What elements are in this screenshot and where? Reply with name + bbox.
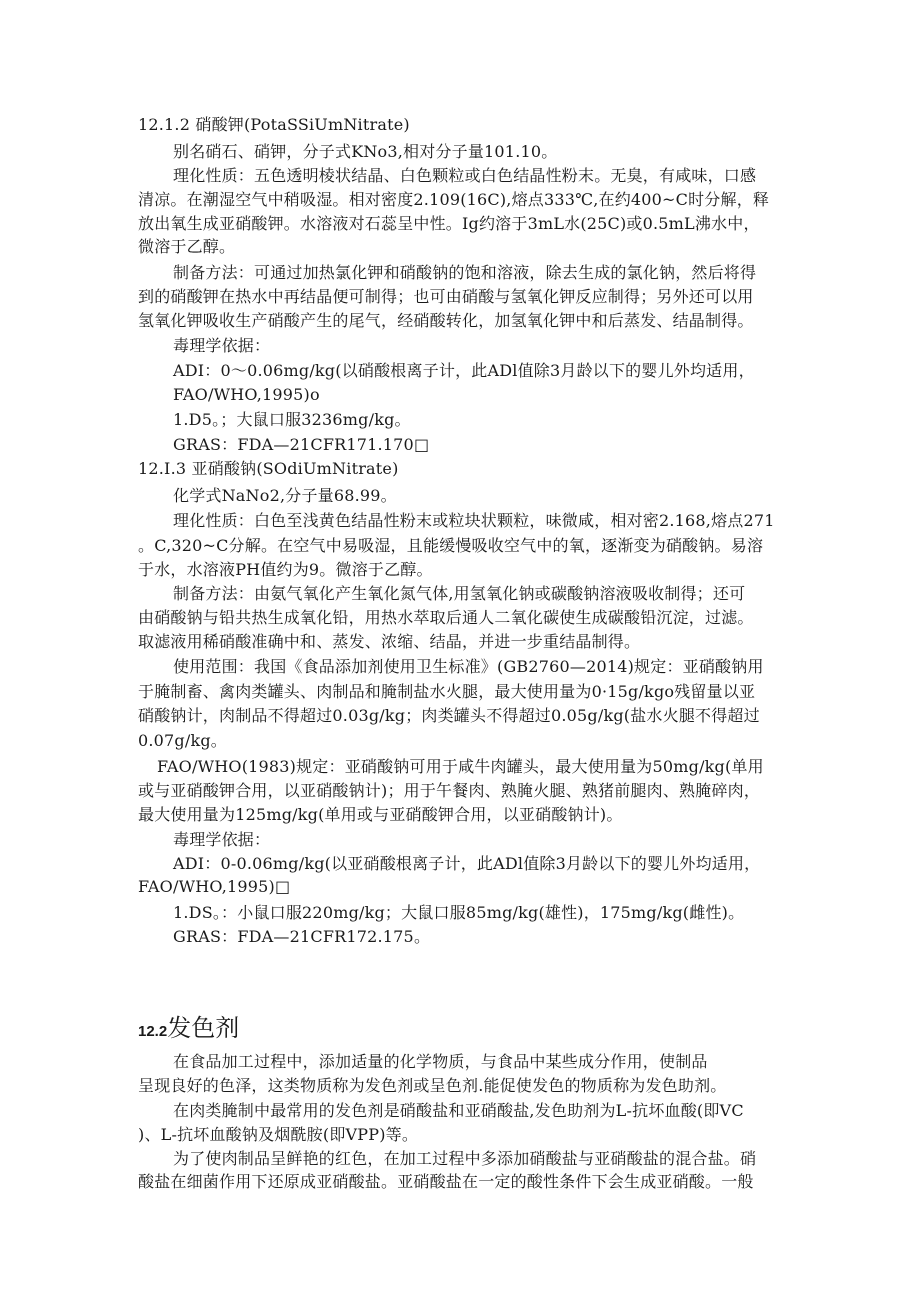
- body-line: 为了使肉制品呈鲜艳的红色，在加工过程中多添加硝酸盐与亚硝酸盐的混合盐。硝: [173, 1149, 757, 1168]
- body-line: 清凉。在潮湿空气中稍吸湿。相对密度2.109(16C),熔点333℃,在约400~C时分解，释: [138, 190, 770, 209]
- body-line: 氢氧化钾吸收生产硝酸产生的尾气，经硝酸转化，加氢氧化钾中和后蒸发、结晶制得。: [138, 311, 754, 330]
- body-line: 呈现良好的色泽，这类物质称为发色剂或呈色剂.能促使发色的物质称为发色助剂。: [138, 1076, 727, 1095]
- body-line: 酸盐在细菌作用下还原成亚硝酸盐。亚硝酸盐在一定的酸性条件下会生成亚硝酸。一般: [138, 1172, 754, 1191]
- body-line: 1.D5。；大鼠口服3236mg/kg。: [173, 410, 411, 429]
- body-line: 使用范围：我国《食品添加剂使用卫生标准》(GB2760—2014)规定：亚硝酸钠用: [173, 657, 764, 676]
- body-line: 毒理学依据：: [173, 830, 271, 849]
- body-line: 化学式NaNo2,分子量68.99。: [173, 486, 397, 505]
- body-line: 于腌制畜、禽肉类罐头、肉制品和腌制盐水火腿，最大使用量为0·15g/kgo残留量以亚: [138, 682, 756, 701]
- body-line: 制备方法：由氨气氧化产生氧化氮气体,用氢氧化钠或碳酸钠溶液吸收制得；还可: [173, 584, 746, 603]
- body-line: 取滤液用稀硝酸准确中和、蒸发、浓缩、结晶，并进一步重结晶制得。: [138, 632, 641, 651]
- body-line: 硝酸钠计，肉制品不得超过0.03g/kg；肉类罐头不得超过0.05g/kg(盐水火腿不得超过: [138, 706, 760, 725]
- body-line: 于水，水溶液PH值约为9。微溶于乙醇。: [138, 560, 433, 579]
- body-line: GRAS：FDA—21CFR171.170□: [173, 435, 430, 454]
- body-line: )、L-抗坏血酸钠及烟酰胺(即VPP)等。: [138, 1125, 419, 1144]
- body-line: 别名硝石、硝钾，分子式KNo3,相对分子量101.10。: [173, 142, 558, 161]
- body-line: 。C,320~C分解。在空气中易吸湿，且能缓慢吸收空气中的氧，逐渐变为硝酸钠。易溶: [138, 536, 764, 555]
- body-line: 毒理学依据：: [173, 336, 271, 355]
- body-line: ADI：0～0.06mg/kg(以硝酸根离子计，此ADl值除3月龄以下的婴儿外均适用，: [173, 361, 755, 380]
- body-line: ADI：0-0.06mg/kg(以亚硝酸根离子计，此ADl值除3月龄以下的婴儿外均适用，: [173, 854, 761, 873]
- body-line: 微溶于乙醇。: [138, 237, 236, 256]
- body-line: 由硝酸钠与铅共热生成氧化铅，用热水萃取后通人二氧化碳使生成碳酸铅沉淀，过滤。: [138, 608, 754, 627]
- body-line: 制备方法：可通过加热氯化钾和硝酸钠的饱和溶液，除去生成的氯化钠，然后将得: [173, 263, 757, 282]
- body-line: 或与亚硝酸钾合用，以亚硝酸钠计)；用于午餐肉、熟腌火腿、熟猪前腿肉、熟腌碎肉，: [138, 781, 761, 800]
- body-line: 在食品加工过程中，添加适量的化学物质，与食品中某些成分作用，使制品: [173, 1052, 708, 1071]
- body-line: 最大使用量为125mg/kg(单用或与亚硝酸钾合用，以亚硝酸钠计)。: [138, 805, 623, 824]
- subsection-heading-potassium-nitrate: 12.1.2 硝酸钾(PotaSSiUmNitrate): [138, 115, 410, 134]
- subsection-heading-sodium-nitrite: 12.I.3 亚硝酸钠(SOdiUmNitrate): [138, 459, 399, 478]
- body-line: 在肉类腌制中最常用的发色剂是硝酸盐和亚硝酸盐,发色助剂为L-抗坏血酸(即VC: [173, 1101, 744, 1120]
- body-line: 理化性质：白色至浅黄色结晶性粉末或粒块状颗粒，味微咸，相对密2.168,熔点271: [173, 511, 775, 530]
- body-line: FAO/WHO(1983)规定：亚硝酸钠可用于咸牛肉罐头，最大使用量为50mg/kg(单用: [157, 757, 764, 776]
- body-line: FAO/WHO,1995)o: [173, 385, 320, 404]
- section-title: 发色剂: [167, 1014, 240, 1042]
- body-line: 放出氧生成亚硝酸钾。水溶液对石蕊呈中性。Ig约溶于3mL水(25C)或0.5mL沸水中，: [138, 214, 760, 233]
- section-number: 12.2: [138, 1023, 168, 1040]
- body-line: FAO/WHO,1995)□: [138, 877, 291, 896]
- body-line: 0.07g/kg。: [138, 731, 227, 750]
- body-line: 到的硝酸钾在热水中再结晶便可制得；也可由硝酸与氢氧化钾反应制得；另外还可以用: [138, 287, 754, 306]
- body-line: GRAS：FDA—21CFR172.175。: [173, 927, 431, 946]
- section-heading: [138, 1008, 239, 1043]
- body-line: 理化性质：五色透明棱状结晶、白色颗粒或白色结晶性粉末。无臭，有咸味，口感: [173, 166, 757, 185]
- body-line: 1.DS。：小鼠口服220mg/kg；大鼠口服85mg/kg(雄性)，175mg/kg(雌性)。: [173, 903, 745, 922]
